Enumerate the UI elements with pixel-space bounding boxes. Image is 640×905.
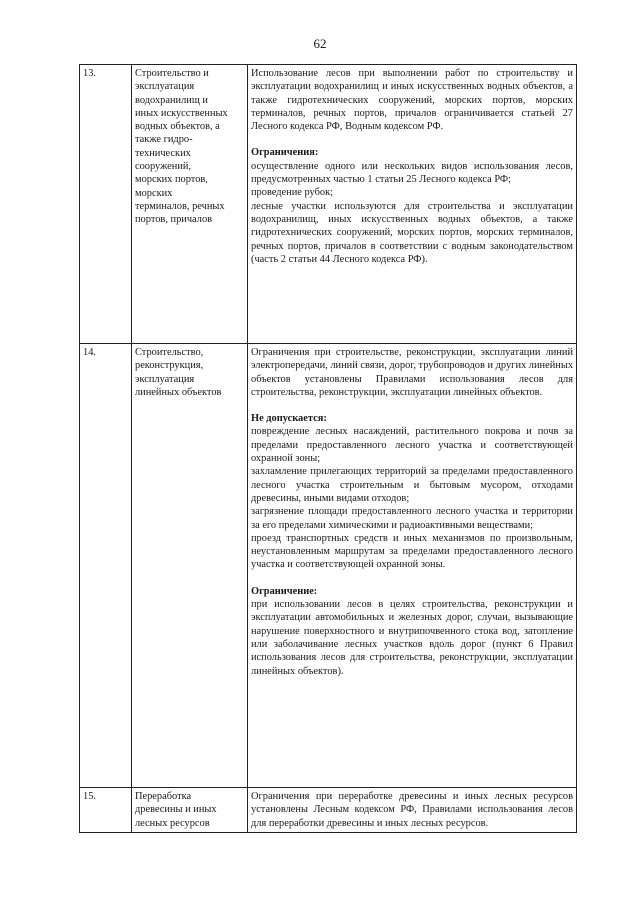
paragraph-gap [251,399,573,412]
activity-line: терминалов, речных [135,200,225,212]
section-heading: Ограничения: [251,147,319,159]
paragraph-gap [251,678,573,691]
paragraph: повреждение лесных насаждений, растительного покрова и почв за пределами предоставленного лесного участка и соответствующей охранной зоны; [251,426,573,465]
activity-line: реконструкция, [135,360,204,372]
activity-line: технических [135,147,191,159]
restriction-text [248,788,577,833]
section-heading: Не допускается: [251,413,327,425]
activity-line: портов, причалов [135,214,213,226]
paragraph-gap [251,133,573,146]
activity-line: сооружений, [135,161,192,173]
page-number: 62 [313,36,327,51]
activity-line: Строительство и [135,68,209,79]
section-heading: Ограничение: [251,585,318,597]
paragraph: загрязнение площади предоставленного лесного участка и территории за его пределами химическими и радиоактивными веществами; [251,506,573,531]
restrictions-table [79,64,577,833]
activity-line: эксплуатация [135,373,195,385]
activity-line: водохранилищ и [135,94,208,106]
paragraph: осуществление одного или нескольких видов использования лесов, предусмотренных частью 1 статьи 25 Лесного кодекса РФ; [251,160,573,186]
paragraph: лесные участки используются для строительства и эксплуатации водохранилищ, иных искусственных водных объектов, а также гидротехнических сооружений, морских портов, морских терминалов, речных портов, причалов в соответствии с водным законодательством (часть 2 статьи 44 Лесного кодекса РФ). [251,200,573,265]
activity-line: эксплуатация [135,81,195,93]
paragraph: захламление прилегающих территорий за пределами предоставленного лесного участка строительным и бытовым мусором, отходами древесины, иными видами отходов; [251,466,573,504]
activity-line: иных искусственных [135,107,228,119]
paragraph: проезд транспортных средств и иных механизмов по произвольным, неустановленным маршрутам за пределами предоставленного лесного участка и соответствующей охранной зоны. [251,532,573,571]
paragraph: Ограничения при строительстве, реконструкции, эксплуатации линий электропередачи, линий связи, дорог, трубопроводов и других линейных объектов установлены Правилами использования лесов для строительства, реконструкции, эксплуатации линейных объектов. [251,347,574,398]
paragraph: Ограничения при переработке древесины и иных лесных ресурсов установлены Лесным кодексом РФ, Правилами использования лесов для переработки древесины и иных лесных ресурсов. [251,791,573,829]
activity-line: морских портов, [135,174,208,186]
restriction-text [248,344,577,788]
table-row [80,788,577,833]
activity-line: древесины и иных [135,804,217,816]
activity-line: также гидро- [135,134,193,146]
activity-type [132,65,248,344]
activity-type [132,788,248,833]
paragraph: при использовании лесов в целях строительства, реконструкции и эксплуатации автомобильных и железных дорог, случаи, вызывающие нарушение поверхностного и внутрипочвенного стока вод, затопление или заболачивание лесных участков вдоль дорог (пункт 6 Правил использования лесов для строительства, реконструкции, эксплуатации линейных объектов). [251,599,573,677]
paragraph: проведение рубок; [251,187,334,199]
activity-line: Переработка [135,791,192,802]
activity-line: морских [135,187,173,199]
row-number: 14. [80,344,132,788]
row-number: 13. [80,65,132,344]
activity-type [132,344,248,788]
activity-line: лесных ресурсов [135,817,210,829]
activity-line: линейных объектов [135,386,222,398]
table-row [80,65,577,344]
paragraph: Использование лесов при выполнении работ по строительству и эксплуатации водохранилищ и иных искусственных водных объектов, а также гидротехнических сооружений, морских портов, морских терминалов, речных портов, причалов ограничивается статьей 27 Лесного кодекса РФ, Водным кодексом РФ. [251,68,573,133]
table-body [80,65,577,833]
paragraph-gap [251,572,573,585]
row-number: 15. [80,788,132,833]
activity-line: Строительство, [135,347,204,358]
activity-line: водных объектов, а [135,121,220,133]
restriction-text [248,65,577,344]
table-row [80,344,577,788]
